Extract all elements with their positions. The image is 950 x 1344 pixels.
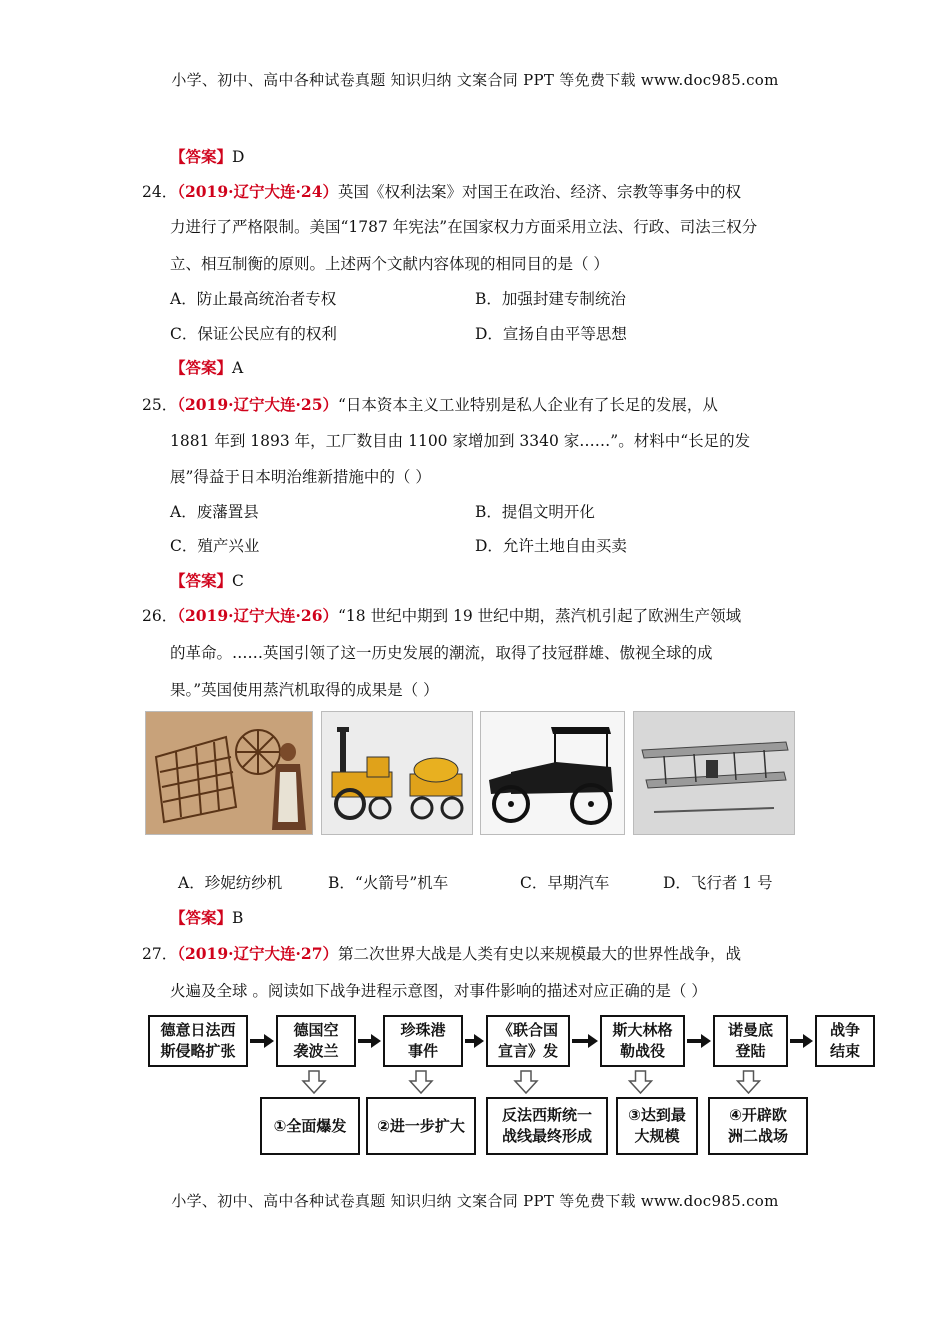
q26-line2: 的革命。……英国引领了这一历史发展的潮流，取得了技冠群雄、傲视全球的成	[170, 644, 713, 662]
flow-event-box-label: 德意日法西 斯侵略扩张	[160, 1021, 236, 1060]
flow-effect-box-label: ①全面爆发	[273, 1116, 347, 1135]
q26-option-c: C．早期汽车	[520, 874, 610, 892]
flow-event-box	[383, 1015, 463, 1067]
q24-option-c: C．保证公民应有的权利	[170, 325, 337, 343]
q25-line1	[142, 395, 718, 415]
spinning-jenny-image	[145, 711, 313, 835]
flow-event-box	[148, 1015, 248, 1067]
q27-text1: 第二次世界大战是人类有史以来规模最大的世界性战争，战	[338, 945, 742, 963]
answer-label: 【答案】	[170, 571, 233, 590]
q26-number: 26．	[142, 607, 178, 625]
flow-event-box	[600, 1015, 685, 1067]
flow-effect-box-label: ③达到最 大规模	[628, 1106, 686, 1145]
q24-number: 24．	[142, 183, 178, 201]
down-arrow-icon	[738, 1071, 760, 1093]
q26-option-b: B．“火箭号”机车	[328, 874, 449, 892]
q25-option-b: B．提倡文明开化	[475, 503, 595, 521]
rocket-locomotive-image	[321, 711, 473, 835]
flow-effect-box-label: 反法西斯统一 战线最终形成	[501, 1106, 592, 1145]
q26-text1: “18 世纪中期到 19 世纪中期，蒸汽机引起了欧洲生产领域	[338, 607, 742, 625]
flow-event-box	[486, 1015, 570, 1067]
q25-text1: “日本资本主义工业特别是私人企业有了长足的发展，从	[338, 396, 718, 414]
flow-event-box-label: 德国空 袭波兰	[293, 1021, 339, 1060]
answer-label: 【答案】	[170, 358, 233, 377]
flow-event-box-label: 斯大林格 勒战役	[612, 1021, 673, 1060]
down-arrow-icon	[303, 1071, 325, 1093]
q26-option-d: D．飞行者 1 号	[663, 874, 773, 892]
flow-effect-box	[708, 1097, 808, 1155]
q25-line3: 展”得益于日本明治维新措施中的（ ）	[170, 468, 431, 486]
early-car-image	[480, 711, 625, 835]
q26-answer	[170, 908, 243, 928]
answer-label: 【答案】	[170, 147, 233, 166]
q26-option-a: A．珍妮纺纱机	[178, 874, 283, 892]
q25-option-a: A．废藩置县	[170, 503, 259, 521]
right-arrow-icon	[358, 1034, 381, 1048]
q25-option-c: C．殖产兴业	[170, 537, 260, 555]
q27-line2: 火遍及全球 。阅读如下战争进程示意图，对事件影响的描述对应正确的是（ ）	[170, 982, 707, 1000]
q27-line1	[142, 944, 741, 964]
q24-line3: 立、相互制衡的原则。上述两个文献内容体现的相同目的是（ ）	[170, 255, 609, 273]
answer-value: B	[232, 909, 244, 927]
q25-source: （2019·辽宁大连·25）	[177, 395, 338, 414]
q25-line2: 1881 年到 1893 年，工厂数目由 1100 家增加到 3340 家……”。材料中“长足的发	[170, 432, 751, 450]
flow-effect-box-label: ②进一步扩大	[377, 1116, 465, 1135]
flow-effect-box	[260, 1097, 360, 1155]
q24-text1: 英国《权利法案》对国王在政治、经济、宗教等事务中的权	[338, 183, 742, 201]
answer-value: C	[232, 572, 244, 590]
right-arrow-icon	[572, 1034, 598, 1048]
flow-event-box	[276, 1015, 356, 1067]
flow-effect-box-label: ④开辟欧 洲二战场	[727, 1106, 788, 1145]
answer-value: A	[232, 359, 244, 377]
q24-option-d: D．宣扬自由平等思想	[475, 325, 627, 343]
page-footer: 小学、初中、高中各种试卷真题 知识归纳 文案合同 PPT 等免费下载 www.doc985.com	[171, 1192, 779, 1210]
down-arrow-icon	[515, 1071, 537, 1093]
q24-option-a: A．防止最高统治者专权	[170, 290, 337, 308]
flow-event-box-label: 《联合国 宣言》发	[497, 1021, 558, 1060]
flow-event-box	[713, 1015, 788, 1067]
wright-flyer-image	[633, 711, 795, 835]
q26-line3: 果。”英国使用蒸汽机取得的成果是（ ）	[170, 681, 439, 699]
q24-option-b: B．加强封建专制统治	[475, 290, 626, 308]
right-arrow-icon	[790, 1034, 813, 1048]
right-arrow-icon	[465, 1034, 484, 1048]
answer-label: 【答案】	[170, 908, 233, 927]
flow-effect-box	[366, 1097, 476, 1155]
q24-answer	[170, 358, 243, 378]
q24-line2: 力进行了严格限制。美国“1787 年宪法”在国家权力方面采用立法、行政、司法三权分	[170, 218, 758, 236]
flow-event-box-label: 战争 结束	[829, 1021, 860, 1060]
down-arrow-icon	[630, 1071, 652, 1093]
q26-line1	[142, 606, 741, 626]
page-header: 小学、初中、高中各种试卷真题 知识归纳 文案合同 PPT 等免费下载 www.doc985.com	[171, 71, 779, 89]
down-arrow-icon	[410, 1071, 432, 1093]
flow-event-box	[815, 1015, 875, 1067]
flow-effect-box	[616, 1097, 698, 1155]
q24-line1	[142, 182, 741, 202]
q27-source: （2019·辽宁大连·27）	[177, 944, 338, 963]
answer-prev	[170, 147, 244, 167]
q25-number: 25．	[142, 396, 178, 414]
right-arrow-icon	[687, 1034, 711, 1048]
q24-source: （2019·辽宁大连·24）	[177, 182, 338, 201]
flow-event-box-label: 珍珠港 事件	[400, 1021, 446, 1060]
q25-option-d: D．允许土地自由买卖	[475, 537, 627, 555]
q25-answer	[170, 571, 244, 591]
answer-value: D	[232, 148, 245, 166]
flow-effect-box	[486, 1097, 608, 1155]
flow-event-box-label: 诺曼底 登陆	[727, 1021, 773, 1060]
q26-source: （2019·辽宁大连·26）	[177, 606, 338, 625]
right-arrow-icon	[250, 1034, 274, 1048]
q27-number: 27．	[142, 945, 178, 963]
